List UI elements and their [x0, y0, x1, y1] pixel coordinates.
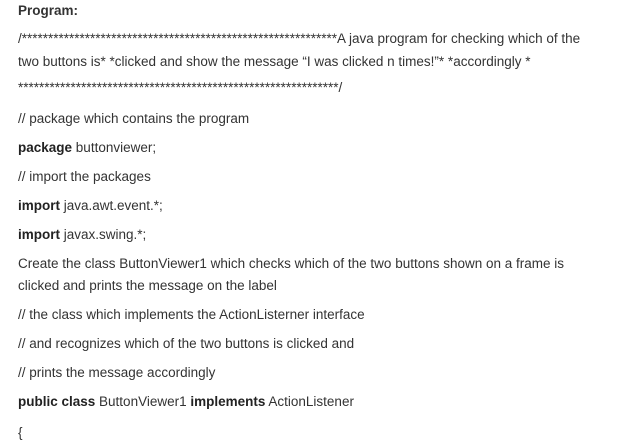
- code-comment-class-3: // prints the message accordingly: [18, 365, 216, 380]
- program-heading: Program:: [18, 3, 79, 18]
- code-comment-class-2: // and recognizes which of the two buttons is clicked and: [18, 336, 355, 351]
- description-line-1: Create the class ButtonViewer1 which checks which of the two buttons shown on a frame is: [18, 256, 565, 271]
- code-comment-package: // package which contains the program: [18, 111, 250, 126]
- comment-line-3: *************************************************************/: [18, 80, 343, 95]
- comment-line-1: [18, 31, 618, 47]
- comment-line-2: two buttons is* *clicked and show the message “I was clicked n times!”* *accordingly *: [18, 54, 531, 69]
- keyword: import: [18, 198, 60, 213]
- keyword: public class: [18, 394, 96, 409]
- import-statement-awt: [18, 198, 618, 214]
- import-name: javax.swing.*;: [60, 227, 147, 242]
- package-statement: [18, 140, 618, 156]
- comment-stars: /************************************************************: [18, 31, 337, 46]
- open-brace: {: [18, 425, 23, 440]
- class-declaration: [18, 394, 618, 410]
- comment-text: A java program for checking which of the: [336, 31, 581, 46]
- description-line-2: clicked and prints the message on the label: [18, 278, 277, 293]
- package-name: buttonviewer;: [72, 140, 157, 155]
- import-statement-swing: [18, 227, 618, 243]
- keyword: package: [18, 140, 73, 155]
- keyword: implements: [190, 394, 266, 409]
- import-name: java.awt.event.*;: [60, 198, 163, 213]
- interface-name: ActionListener: [265, 394, 354, 409]
- keyword: import: [18, 227, 60, 242]
- code-comment-class-1: // the class which implements the ActionListerner interface: [18, 307, 365, 322]
- code-comment-import: // import the packages: [18, 169, 151, 184]
- class-name: ButtonViewer1: [95, 394, 191, 409]
